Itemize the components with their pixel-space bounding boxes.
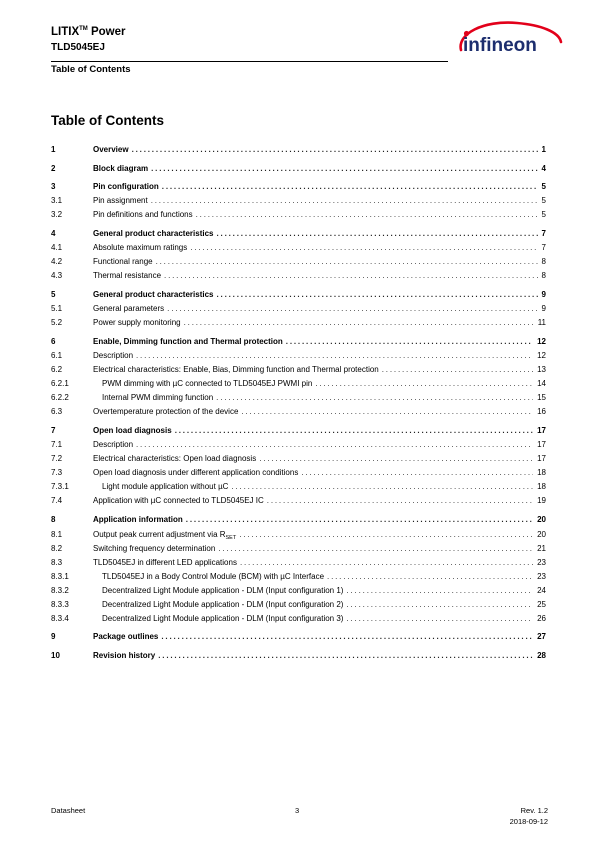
toc-entry-title: Decentralized Light Module application - DLM (Input configuration 2) [102, 600, 344, 609]
toc-entry-7-3-1[interactable] [51, 482, 546, 494]
toc-leader-dots [151, 164, 537, 173]
toc-entry-page: 24 [537, 586, 546, 595]
toc-entry-number: 2 [51, 164, 56, 173]
toc-entry-number: 7.3 [51, 468, 63, 477]
toc-entry-page: 13 [537, 365, 546, 374]
toc-entry-number: 6 [51, 337, 56, 346]
toc-leader-dots [190, 243, 537, 252]
footer-doc-type: Datasheet [51, 806, 86, 815]
toc-entry-title: PWM dimming with µC connected to TLD5045EJ PWMI pin [102, 379, 313, 388]
toc-entry-title: General parameters [93, 304, 165, 313]
toc-entry-number: 5 [51, 290, 56, 299]
toc-entry-page: 18 [537, 468, 546, 477]
toc-entry-1[interactable] [51, 145, 546, 157]
toc-leader-dots [216, 393, 533, 402]
toc-entry-6-3[interactable] [51, 407, 546, 419]
toc-entry-page: 8 [541, 257, 546, 266]
toc-entry-6[interactable] [51, 337, 546, 349]
toc-entry-page: 5 [541, 196, 546, 205]
toc-entry-number: 6.2.2 [51, 393, 69, 402]
toc-entry-page: 7 [541, 243, 546, 252]
toc-entry-page: 9 [541, 290, 546, 299]
toc-entry-number: 7.1 [51, 440, 63, 449]
toc-leader-dots [346, 586, 533, 595]
toc-entry-page: 14 [537, 379, 546, 388]
toc-entry-number: 8.3.3 [51, 600, 69, 609]
toc-entry-title: Functional range [93, 257, 153, 266]
toc-entry-title: Description [93, 440, 134, 449]
toc-entry-page: 8 [541, 271, 546, 280]
toc-entry-number: 1 [51, 145, 56, 154]
toc-leader-dots [162, 182, 538, 191]
toc-leader-dots [231, 482, 533, 491]
toc-entry-page: 7 [541, 229, 546, 238]
toc-leader-dots [158, 651, 533, 660]
toc-entry-title: Decentralized Light Module application - DLM (Input configuration 3) [102, 614, 344, 623]
toc-entry-8-3-3[interactable] [51, 600, 546, 612]
product-name: LITIX™ Power [51, 26, 126, 38]
toc-entry-page: 20 [537, 530, 546, 539]
toc-entry-title: Package outlines [93, 632, 159, 641]
toc-entry-9[interactable] [51, 632, 546, 644]
toc-leader-dots [167, 304, 537, 313]
toc-entry-page: 23 [537, 572, 546, 581]
toc-entry-page: 27 [537, 632, 546, 641]
toc-entry-7-4[interactable] [51, 496, 546, 508]
toc-entry-title: Light module application without µC [102, 482, 229, 491]
toc-leader-dots [156, 257, 538, 266]
toc-entry-4-2[interactable] [51, 257, 546, 269]
trademark-mark: TM [79, 26, 88, 32]
toc-leader-dots [164, 271, 538, 280]
toc-entry-number: 10 [51, 651, 60, 660]
toc-entry-title: Pin assignment [93, 196, 148, 205]
toc-entry-title: TLD5045EJ in different LED applications [93, 558, 237, 567]
toc-entry-page: 15 [537, 393, 546, 402]
toc-entry-number: 8.1 [51, 530, 63, 539]
toc-entry-title: Application information [93, 515, 183, 524]
toc-entry-title: Internal PWM dimming function [102, 393, 214, 402]
toc-entry-title: Block diagram [93, 164, 149, 173]
toc-leader-dots [259, 454, 533, 463]
toc-entry-number: 4.3 [51, 271, 63, 280]
toc-entry-6-2-2[interactable] [51, 393, 546, 405]
toc-entry-7-3[interactable] [51, 468, 546, 480]
toc-entry-8-3-1[interactable] [51, 572, 546, 584]
infineon-logo [455, 20, 563, 60]
toc-entry-page: 12 [537, 351, 546, 360]
toc-entry-number: 6.3 [51, 407, 63, 416]
toc-entry-page: 17 [537, 454, 546, 463]
part-number: TLD5045EJ [51, 42, 105, 53]
toc-entry-number: 7.2 [51, 454, 63, 463]
toc-entry-page: 21 [537, 544, 546, 553]
toc-entry-7-1[interactable] [51, 440, 546, 452]
toc-entry-title: Enable, Dimming function and Thermal protection [93, 337, 283, 346]
toc-entry-page: 23 [537, 558, 546, 567]
toc-leader-dots [161, 632, 533, 641]
toc-leader-dots [132, 145, 538, 154]
toc-entry-8-2[interactable] [51, 544, 546, 556]
footer-date: 2018-09-12 [509, 817, 548, 826]
toc-entry-page: 11 [537, 318, 546, 327]
toc-entry-number: 8.3.2 [51, 586, 69, 595]
toc-entry-6-2[interactable] [51, 365, 546, 377]
toc-entry-page: 1 [541, 145, 546, 154]
toc-entry-number: 5.2 [51, 318, 63, 327]
toc-entry-number: 3 [51, 182, 56, 191]
toc-entry-number: 6.1 [51, 351, 63, 360]
toc-entry-4-3[interactable] [51, 271, 546, 283]
logo-wordmark: infineon [463, 35, 537, 56]
toc-leader-dots [327, 572, 533, 581]
toc-entry-3-2[interactable] [51, 210, 546, 222]
toc-entry-title: Absolute maximum ratings [93, 243, 188, 252]
toc-entry-page: 12 [537, 337, 546, 346]
toc-entry-4[interactable] [51, 229, 546, 241]
toc-entry-title: Description [93, 351, 134, 360]
toc-leader-dots [286, 337, 533, 346]
toc-entry-number: 4.2 [51, 257, 63, 266]
toc-entry-page: 18 [537, 482, 546, 491]
toc-entry-8-1[interactable] [51, 530, 546, 542]
toc-entry-10[interactable] [51, 651, 546, 663]
toc-entry-page: 28 [537, 651, 546, 660]
toc-entry-number: 9 [51, 632, 56, 641]
toc-entry-5[interactable] [51, 290, 546, 302]
toc-entry-page: 20 [537, 515, 546, 524]
toc-entry-5-1[interactable] [51, 304, 546, 316]
toc-entry-title: Electrical characteristics: Enable, Bias, Dimming function and Thermal protection [93, 365, 379, 374]
toc-entry-title: Open load diagnosis [93, 426, 172, 435]
toc-entry-title: Revision history [93, 651, 156, 660]
toc-leader-dots [184, 318, 534, 327]
toc-entry-title: Power supply monitoring [93, 318, 181, 327]
toc-entry-number: 3.1 [51, 196, 63, 205]
toc-leader-dots [239, 530, 533, 539]
toc-entry-8[interactable] [51, 515, 546, 527]
toc-entry-number: 8.3 [51, 558, 63, 567]
toc-entry-title: Overtemperature protection of the device [93, 407, 239, 416]
footer-page-number: 3 [295, 806, 300, 815]
toc-leader-dots [346, 600, 533, 609]
toc-leader-dots [218, 544, 533, 553]
toc-entry-page: 17 [537, 440, 546, 449]
toc-entry-page: 5 [541, 210, 546, 219]
toc-entry-number: 3.2 [51, 210, 63, 219]
toc-entry-page: 5 [541, 182, 546, 191]
toc-entry-3[interactable] [51, 182, 546, 194]
toc-entry-title-subscript: SET [225, 535, 237, 541]
toc-entry-number: 4.1 [51, 243, 63, 252]
toc-entry-number: 8.3.4 [51, 614, 69, 623]
toc-entry-title: Electrical characteristics: Open load diagnosis [93, 454, 257, 463]
toc-leader-dots [217, 229, 538, 238]
header-section-title: Table of Contents [51, 64, 131, 75]
toc-entry-title: Output peak current adjustment via $R_{SET}$ [93, 530, 237, 541]
header-divider [51, 61, 448, 62]
toc-leader-dots [151, 196, 538, 205]
toc-leader-dots [217, 290, 538, 299]
toc-entry-8-3-4[interactable] [51, 614, 546, 626]
toc-entry-title: Pin definitions and functions [93, 210, 193, 219]
toc-heading: Table of Contents [51, 113, 164, 128]
toc-entry-5-2[interactable] [51, 318, 546, 330]
toc-leader-dots [382, 365, 533, 374]
footer-revision: Rev. 1.2 [520, 806, 548, 815]
toc-entry-number: 6.2 [51, 365, 63, 374]
toc-entry-page: 25 [537, 600, 546, 609]
toc-entry-7[interactable] [51, 426, 546, 438]
toc-leader-dots [346, 614, 533, 623]
toc-entry-title: General product characteristics [93, 290, 214, 299]
toc-leader-dots [315, 379, 533, 388]
toc-leader-dots [241, 407, 533, 416]
toc-entry-title: Open load diagnosis under different application conditions [93, 468, 299, 477]
toc-entry-4-1[interactable] [51, 243, 546, 255]
toc-entry-6-2-1[interactable] [51, 379, 546, 391]
toc-entry-number: 6.2.1 [51, 379, 69, 388]
toc-entry-title: Application with µC connected to TLD5045EJ IC [93, 496, 264, 505]
toc-leader-dots [196, 210, 538, 219]
toc-entry-page: 26 [537, 614, 546, 623]
toc-entry-number: 4 [51, 229, 56, 238]
toc-entry-title: Decentralized Light Module application - DLM (Input configuration 1) [102, 586, 344, 595]
toc-entry-page: 17 [537, 426, 546, 435]
toc-entry-page: 9 [541, 304, 546, 313]
toc-entry-number: 5.1 [51, 304, 63, 313]
toc-entry-title: Switching frequency determination [93, 544, 216, 553]
toc-entry-6-1[interactable] [51, 351, 546, 363]
toc-leader-dots [175, 426, 533, 435]
toc-entry-number: 7 [51, 426, 56, 435]
toc-entry-page: 4 [541, 164, 546, 173]
toc-entry-title: Pin configuration [93, 182, 159, 191]
toc-entry-number: 7.4 [51, 496, 63, 505]
toc-entry-title: General product characteristics [93, 229, 214, 238]
toc-entry-title: Thermal resistance [93, 271, 162, 280]
toc-leader-dots [186, 515, 533, 524]
toc-entry-8-3-2[interactable] [51, 586, 546, 598]
toc-entry-2[interactable] [51, 164, 546, 176]
toc-entry-7-2[interactable] [51, 454, 546, 466]
toc-entry-title: Overview [93, 145, 129, 154]
toc-entry-page: 16 [537, 407, 546, 416]
toc-entry-page: 19 [537, 496, 546, 505]
toc-leader-dots [267, 496, 533, 505]
toc-entry-3-1[interactable] [51, 196, 546, 208]
toc-entry-title: TLD5045EJ in a Body Control Module (BCM) with µC Interface [102, 572, 325, 581]
toc-entry-number: 8.3.1 [51, 572, 69, 581]
toc-entry-8-3[interactable] [51, 558, 546, 570]
toc-leader-dots [240, 558, 533, 567]
toc-leader-dots [301, 468, 533, 477]
toc-entry-number: 7.3.1 [51, 482, 69, 491]
toc-leader-dots [136, 440, 533, 449]
toc-leader-dots [136, 351, 533, 360]
toc-entry-number: 8 [51, 515, 56, 524]
toc-entry-number: 8.2 [51, 544, 63, 553]
